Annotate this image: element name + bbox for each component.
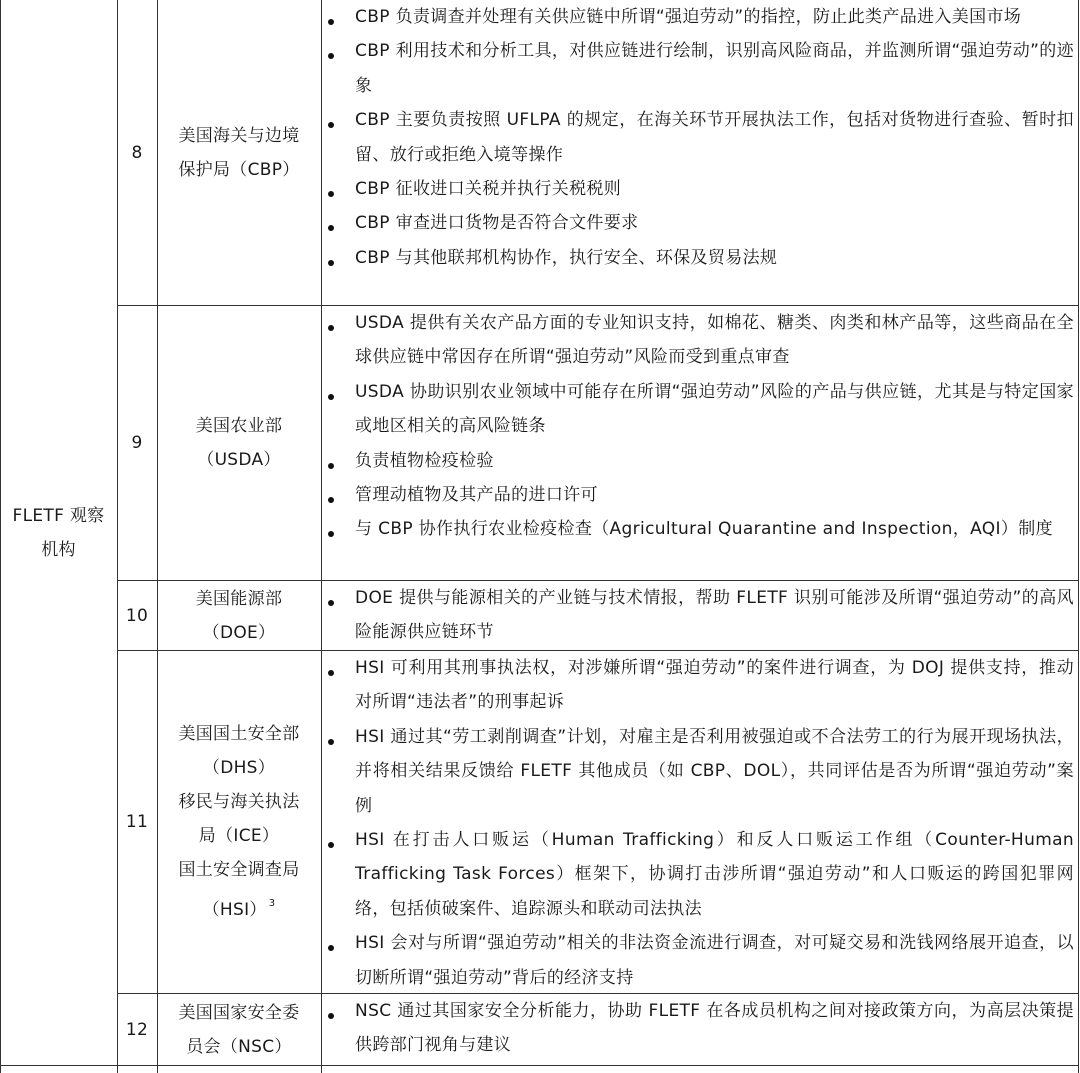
agency-name-line: 美国国土安全部 [178,724,300,744]
agency-name-line: （HSI） $^3$ [202,898,276,920]
agency-name-cell [157,581,321,650]
footnote-marker[interactable]: 3 [268,898,276,909]
agency-name-cell [157,651,321,993]
list-item: USDA 协助识别农业领域中可能存在所谓“强迫劳动”风险的产品与供应链，尤其是与特定国家或地区相关的高风险链条 [322,375,1074,444]
agency-name-line: （DOE） [202,622,276,643]
table-border-right [1078,0,1079,1073]
row-number: 10 [125,605,149,626]
agency-name-cell [157,306,321,580]
group-label-line: FLETF 观察 [12,505,105,526]
list-item: HSI 可利用其刑事执法权，对涉嫌所谓“强迫劳动”的案件进行调查，为 DOJ 提供支持，推动对所谓“违法者”的刑事起诉 [322,651,1074,720]
duties-list [322,0,1074,275]
list-item: HSI 会对与所谓“强迫劳动”相关的非法资金流进行调查，对可疑交易和洗钱网络展开追查，以切断所谓“强迫劳动”背后的经济支持 [322,926,1074,995]
agency-name-line: 员会（NSC） [186,1036,292,1057]
row-number: 9 [131,433,143,453]
list-item: CBP 主要负责按照 UFLPA 的规定，在海关环节开展执法工作，包括对货物进行查验、暂时扣留、放行或拒绝入境等操作 [322,103,1074,172]
list-item: DOE 提供与能源相关的产业链与技术情报，帮助 FLETF 识别可能涉及所谓“强迫劳动”的高风险能源供应链环节 [322,581,1074,650]
agency-name-line: 美国国家安全委 [178,1002,300,1023]
agency-name-line: 局（ICE） [198,826,280,846]
row-divider [0,1065,1079,1066]
duties-list [322,306,1074,547]
duties-list [322,994,1074,1063]
group-label-cell [0,0,117,1065]
list-item: CBP 征收进口关税并执行关税税则 [322,172,1074,206]
agency-name-line: 移民与海关执法 [178,792,300,812]
agency-name-line: 保护局（CBP） [178,159,300,180]
agency-name-cell [157,994,321,1065]
list-item: CBP 负责调查并处理有关供应链中所谓“强迫劳动”的指控，防止此类产品进入美国市场 [322,0,1074,34]
list-item: HSI 在打击人口贩运（Human Trafficking）和反人口贩运工作组（Counter-Human Trafficking Task Forces）框架下，协调打击涉所谓“强迫劳动”和人口贩运的跨国犯罪网络，包括侦破案件、追踪源头和联动司法执法 [322,823,1074,926]
agency-name-line: 国土安全调查局 [178,860,300,880]
list-item: CBP 审查进口货物是否符合文件要求 [322,206,1074,240]
agency-name-line: 美国能源部 [195,588,283,609]
list-item: CBP 与其他联邦机构协作，执行安全、环保及贸易法规 [322,241,1074,275]
list-item: 管理动植物及其产品的进口许可 [322,478,1074,512]
duties-list [322,581,1074,650]
list-item: 与 CBP 协作执行农业检疫检查（Agricultural Quarantine and Inspection，AQI）制度 [322,512,1074,546]
duties-list [322,651,1074,995]
row-number: 11 [125,812,149,832]
list-item: HSI 通过其“劳工剥削调查”计划，对雇主是否利用被强迫或不合法劳工的行为展开现场执法，并将相关结果反馈给 FLETF 其他成员（如 CBP、DOL），共同评估是否为所谓“强迫劳动”案例 [322,720,1074,823]
list-item: NSC 通过其国家安全分析能力，协助 FLETF 在各成员机构之间对接政策方向，为高层决策提供跨部门视角与建议 [322,994,1074,1063]
agency-name-line: （USDA） [197,450,281,470]
agency-name-line: （DHS） [202,758,276,778]
list-item: CBP 利用技术和分析工具，对供应链进行绘制，识别高风险商品，并监测所谓“强迫劳动”的迹象 [322,34,1074,103]
agency-name-line: 美国农业部 [195,416,283,436]
list-item: 负责植物检疫检验 [322,444,1074,478]
list-item: USDA 提供有关农产品方面的专业知识支持，如棉花、糖类、肉类和林产品等，这些商品在全球供应链中常因存在所谓“强迫劳动”风险而受到重点审查 [322,306,1074,375]
agency-name-line: 美国海关与边境 [178,125,300,146]
agency-name-cell [157,0,321,305]
row-number: 8 [131,142,143,163]
group-label-line: 机构 [41,539,76,560]
row-number: 12 [125,1019,149,1040]
